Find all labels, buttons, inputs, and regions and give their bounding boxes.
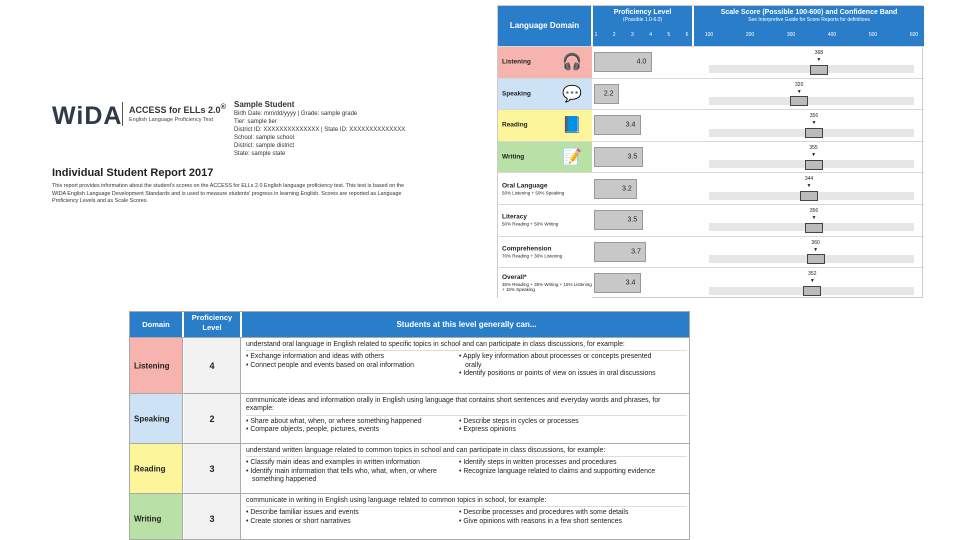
prof-tick-label: 3 [631,32,634,38]
scale-score-marker: ▼ [816,57,822,63]
scale-score-cell [694,237,924,268]
proficiency-cell [593,47,693,78]
desc-level-value: 2 [209,413,215,424]
can-bullets-right [459,509,669,526]
domain-name: Writing [502,153,525,161]
confidence-band [805,128,823,138]
report-description: This report provides information about the student's scores on the ACCESS for ELLs 2.0 English language proficiency test. This test is based on the WIDA English Language Development Standards and is used to measure students' progress in learning English. Scores are reported as Language Proficiency Levels and as Scale Scores. [52,183,405,205]
score-domain-cell [498,142,592,173]
desc-level-cell [184,494,241,540]
desc-level-value: 4 [209,360,215,371]
scale-score-cell [694,268,924,299]
desc-level-cell [184,444,241,493]
desc-can-cell [242,494,690,540]
proficiency-value: 3.4 [625,121,636,129]
score-domain-cell [498,205,592,236]
confidence-band [807,254,825,264]
proficiency-value: 3.5 [627,153,638,161]
proficiency-cell [593,79,693,110]
student-info [234,100,405,159]
proficiency-value: 3.2 [622,185,632,193]
scale-score-cell [694,110,924,141]
scale-score-marker: ▼ [809,278,815,285]
scale-score-cell [694,47,924,78]
product-title: ACCESS for ELLs 2.0 [129,105,221,115]
score-row [498,141,924,173]
can-intro: communicate ideas and information orally in English using language that contains short sentences and everyday words and phrases, for example: [246,397,687,416]
score-table [497,5,923,298]
can-bullet: • Connect people and events based on oral information [246,361,414,369]
confidence-band [805,223,823,233]
confidence-band [805,160,823,170]
proficiency-value: 3.5 [627,216,638,224]
can-bullet: • Compare objects, people, pictures, events [246,426,380,434]
desc-domain-cell [130,394,183,443]
scale-tick-label: 600 [909,32,919,38]
scale-header-sub: See Interpretive Guide for Score Reports for definitions [748,17,870,23]
domain-weighting: 70% Reading + 30% Listening [502,253,563,259]
scale-score-value: 352 [808,271,817,278]
prof-tick-label: 4 [649,32,652,38]
can-bullet: • Recognize language related to claims and supporting evidence [459,467,656,475]
proficiency-value: 4.0 [636,58,647,66]
speech-bubble-icon: 💬 [562,85,582,103]
book-icon: 📘 [562,117,582,135]
can-intro: understand written language related to common topics in school and can participate in class discussions, for example: [246,447,687,457]
score-row [498,46,924,78]
score-domain-label [502,214,558,227]
scale-track [709,97,914,105]
scale-score-cell [694,205,924,236]
student-line: School: sample school [234,135,295,142]
scale-score-value: 356 [809,208,819,214]
proficiency-value: 3.7 [631,248,641,256]
student-line: State: sample state [234,151,286,158]
desc-row [130,337,690,393]
desc-level-cell [184,394,241,443]
desc-can-cell [242,444,690,493]
desc-domain-name: Speaking [134,414,170,423]
prof-axis-ticks [593,32,692,44]
scale-tick-label: 500 [868,32,878,38]
domain-name: Comprehension [502,245,552,253]
prof-header-sub: (Possible 1.0-6.0) [622,17,663,23]
scale-score-cell [694,142,924,173]
scale-score-value: 355 [809,144,818,151]
score-header-domain [498,6,592,46]
scale-tick-label: 100 [704,32,714,38]
can-bullet: • Identify steps in written processes and procedures [459,459,617,467]
scale-score-value: 368 [814,50,824,56]
can-bullets-left [246,459,456,484]
scale-score-value: 356 [809,113,819,120]
score-row [498,172,924,204]
confidence-band [803,286,821,296]
can-bullet: • Exchange information and ideas with others [246,353,385,361]
domain-weighting: 50% Listening + 50% Speaking [502,190,565,196]
can-bullets-right [459,459,669,476]
scale-score-marker: ▼ [811,151,817,158]
score-domain-label [502,154,524,161]
score-header-scale [694,6,924,46]
scale-score-marker: ▼ [806,183,812,190]
can-bullet: • Share about what, when, or where something happened [246,417,422,425]
proficiency-cell [593,142,693,173]
desc-domain-name: Reading [134,464,166,473]
can-bullet: • Give opinions with reasons in a few short sentences [459,517,622,525]
domain-name: Oral Language [502,182,548,190]
desc-row [130,443,690,493]
student-line: Tier: sample tier [234,119,277,126]
can-bullet: • Apply key information about processes or concepts presented orally [459,353,652,369]
score-domain-cell [498,173,592,204]
student-line: District ID: XXXXXXXXXXXXXX | State ID: XXXXXXXXXXXXXX [234,127,406,134]
proficiency-value: 3.4 [625,279,636,287]
desc-can-cell [242,338,690,393]
desc-header-domain: Domain [130,312,183,337]
can-bullet: • Classify main ideas and examples in written information [246,459,420,467]
can-bullet: • Identify positions or points of view on issues in oral discussions [459,370,656,378]
score-row [498,236,924,268]
can-intro: communicate in writing in English using language related to common topics in school, for example: [246,497,687,507]
scale-score-value: 320 [795,81,804,88]
product-name [122,102,226,126]
scale-axis-ticks [694,32,924,44]
desc-row [130,393,690,443]
scale-score-marker: ▼ [813,246,819,253]
registered-mark: ® [220,102,227,111]
can-bullet: • Identify main information that tells who, what, when, or where something happened [246,467,437,484]
can-bullets-right [459,353,669,378]
scale-score-marker: ▼ [811,120,817,127]
proficiency-cell [593,237,693,268]
desc-level-cell [184,338,241,393]
desc-domain-name: Writing [134,514,162,523]
student-line: District: sample district [234,143,295,150]
student-line: Birth Date: mm/dd/yyyy | Grade: sample grade [234,111,358,117]
can-bullets-left [246,418,456,435]
scale-score-value: 360 [811,239,820,246]
domain-weighting: 50% Reading + 50% Writing [502,221,559,227]
score-domain-cell [498,47,592,78]
confidence-band [790,96,808,106]
desc-domain-cell [130,494,183,540]
desc-level-value: 3 [209,513,215,524]
notepad-icon: 📝 [562,149,582,167]
proficiency-cell [593,268,693,299]
prof-tick-label: 6 [685,32,689,38]
can-bullet: • Describe processes and procedures with some details [459,509,629,517]
desc-can-cell [242,394,690,443]
proficiency-cell [593,173,693,204]
student-name: Sample Student [234,100,295,109]
score-domain-cell [498,268,592,299]
desc-level-value: 3 [209,463,215,474]
confidence-band [800,191,818,201]
prof-tick-label: 2 [612,32,616,38]
prof-tick-label: 1 [594,32,598,38]
desc-header-level: Proficiency Level [184,312,241,337]
desc-domain-cell [130,444,183,493]
can-bullet: • Create stories or short narratives [246,517,351,525]
score-row [498,109,924,141]
can-bullets-left [246,353,456,370]
scale-tick-label: 200 [745,32,755,38]
score-domain-cell [498,110,592,141]
domain-name: Overall* [502,274,527,282]
scale-header-title: Scale Score (Possible 100-600) and Confidence Band [720,9,898,16]
domain-name: Reading [502,121,528,129]
desc-domain-cell [130,338,183,393]
score-domain-label [502,90,531,97]
scale-score-cell [694,79,924,110]
proficiency-cell [593,205,693,236]
scale-score-value: 344 [804,176,814,183]
scale-tick-label: 300 [786,32,796,38]
score-row [498,204,924,236]
scale-score-marker: ▼ [811,215,817,221]
prof-tick-label: 5 [667,32,671,38]
score-domain-label [502,274,592,292]
prof-header-title: Proficiency Level [613,9,672,16]
can-intro: understand oral language in English related to specific topics in school and can participate in class discussions, for example: [246,341,687,351]
score-domain-cell [498,237,592,268]
domain-name: Speaking [502,90,531,98]
can-bullet: • Express opinions [459,426,516,434]
proficiency-value: 2.2 [603,90,614,98]
can-bullet: • Describe steps in cycles or processes [459,417,579,425]
can-bullets-left [246,509,456,526]
score-header-proficiency [593,6,693,46]
product-subtitle: English Language Proficiency Test [129,117,213,123]
domain-name: Listening [502,58,531,66]
can-bullets-right [459,418,669,435]
proficiency-description-table [129,311,690,540]
scale-tick-label: 400 [827,32,837,38]
desc-header-can: Students at this level generally can... [242,312,690,337]
score-row [498,78,924,110]
score-domain-cell [498,79,592,110]
scale-score-marker: ▼ [796,88,802,95]
score-domain-label [502,122,528,129]
confidence-band [810,65,828,75]
score-row [498,267,924,299]
report-title: Individual Student Report 2017 [52,167,214,179]
wida-logo: WiDA [52,102,123,130]
score-domain-label [502,245,562,258]
score-domain-label [502,182,564,195]
domain-name: Literacy [502,213,527,221]
can-bullet: • Describe familiar issues and events [246,509,359,517]
score-header-domain-label: Language Domain [509,21,580,30]
scale-score-cell [694,173,924,204]
headphones-icon: 🎧 [562,54,582,72]
score-domain-label [502,59,531,66]
desc-domain-name: Listening [134,361,170,370]
proficiency-cell [593,110,693,141]
domain-weighting: 35% Reading + 35% Writing + 15% Listening + 15% Speaking [502,282,592,293]
desc-row [130,493,690,540]
